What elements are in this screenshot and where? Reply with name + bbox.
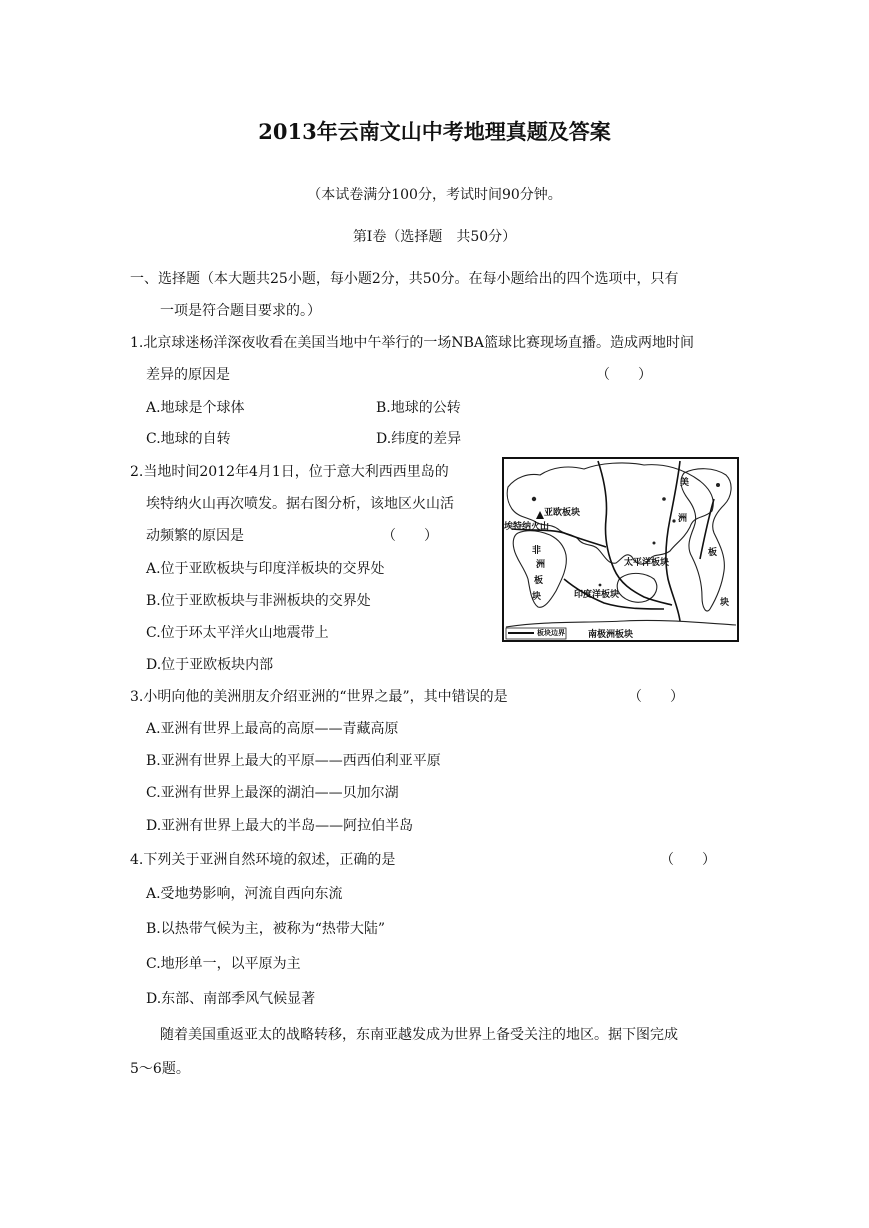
q4-answer-blank: （ ）	[660, 852, 716, 868]
tectonic-plate-map	[502, 457, 739, 642]
q1-answer-blank: （ ）	[596, 367, 652, 383]
q4-option-c: C.地形单一，以平原为主	[146, 956, 301, 972]
q1-option-d: D.纬度的差异	[376, 431, 462, 447]
q1-stem-line2: 差异的原因是	[146, 367, 230, 383]
map-label-america-2: 洲	[678, 514, 688, 524]
q1-option-a: A.地球是个球体	[146, 400, 245, 416]
map-label-pacific: 太平洋板块	[624, 558, 670, 568]
map-label-america-4: 块	[720, 598, 730, 608]
q2-answer-blank: （ ）	[382, 528, 438, 544]
q3-stem: 3.小明向他的美洲朋友介绍亚洲的“世界之最”，其中错误的是	[130, 689, 508, 705]
map-legend-boundary: 板块边界	[537, 628, 565, 637]
q2-option-b: B.位于亚欧板块与非洲板块的交界处	[146, 593, 371, 609]
map-label-indian: 印度洋板块	[574, 590, 620, 600]
q1-option-b: B.地球的公转	[376, 400, 461, 416]
q4-option-a: A.受地势影响，河流自西向东流	[146, 886, 343, 902]
q2-option-a: A.位于亚欧板块与印度洋板块的交界处	[146, 561, 385, 577]
exam-info: （本试卷满分100分，考试时间90分钟。	[307, 187, 562, 203]
map-label-etna: 埃特纳火山	[504, 522, 550, 532]
q4-option-d: D.东部、南部季风气候显著	[146, 991, 316, 1007]
q3-answer-blank: （ ）	[628, 689, 684, 705]
passage-line1: 随着美国重返亚太的战略转移，东南亚越发成为世界上备受关注的地区。据下图完成	[160, 1027, 678, 1043]
map-label-america-3: 板	[708, 548, 718, 558]
q2-stem-line2: 埃特纳火山再次喷发。据右图分析，该地区火山活	[146, 496, 454, 512]
map-label-africa-4: 块	[532, 592, 542, 602]
map-label-africa-1: 非	[532, 546, 542, 556]
q3-option-a: A.亚洲有世界上最高的高原——青藏高原	[146, 721, 399, 737]
map-label-eurasia: 亚欧板块	[544, 508, 581, 518]
q4-option-b: B.以热带气候为主，被称为“热带大陆”	[146, 921, 386, 937]
map-label-antarctic: 南极洲板块	[588, 630, 634, 640]
q2-option-c: C.位于环太平洋火山地震带上	[146, 625, 329, 641]
q3-option-b: B.亚洲有世界上最大的平原——西西伯利亚平原	[146, 753, 441, 769]
instructions-line1: 一、选择题（本大题共25小题，每小题2分，共50分。在每小题给出的四个选项中，只有	[130, 271, 679, 287]
q1-option-c: C.地球的自转	[146, 431, 231, 447]
map-label-america-1: 美	[680, 478, 690, 488]
q3-option-c: C.亚洲有世界上最深的湖泊——贝加尔湖	[146, 785, 399, 801]
q1-stem-line1: 1.北京球迷杨洋深夜收看在美国当地中午举行的一场NBA篮球比赛现场直播。造成两地时间	[130, 335, 695, 351]
passage-line2: 5～6题。	[130, 1061, 190, 1077]
q2-stem-line1: 2.当地时间2012年4月1日，位于意大利西西里岛的	[130, 464, 449, 480]
map-label-africa-3: 板	[534, 576, 544, 586]
q3-option-d: D.亚洲有世界上最大的半岛——阿拉伯半岛	[146, 818, 414, 834]
map-label-africa-2: 洲	[536, 560, 546, 570]
page-title: 2013年云南文山中考地理真题及答案	[258, 119, 611, 144]
section-heading: 第Ⅰ卷（选择题 共50分）	[352, 229, 517, 245]
q2-stem-line3: 动频繁的原因是	[146, 528, 244, 544]
q4-stem: 4.下列关于亚洲自然环境的叙述，正确的是	[130, 852, 396, 868]
q2-option-d: D.位于亚欧板块内部	[146, 657, 274, 673]
instructions-line2: 一项是符合题目要求的。）	[160, 303, 321, 319]
